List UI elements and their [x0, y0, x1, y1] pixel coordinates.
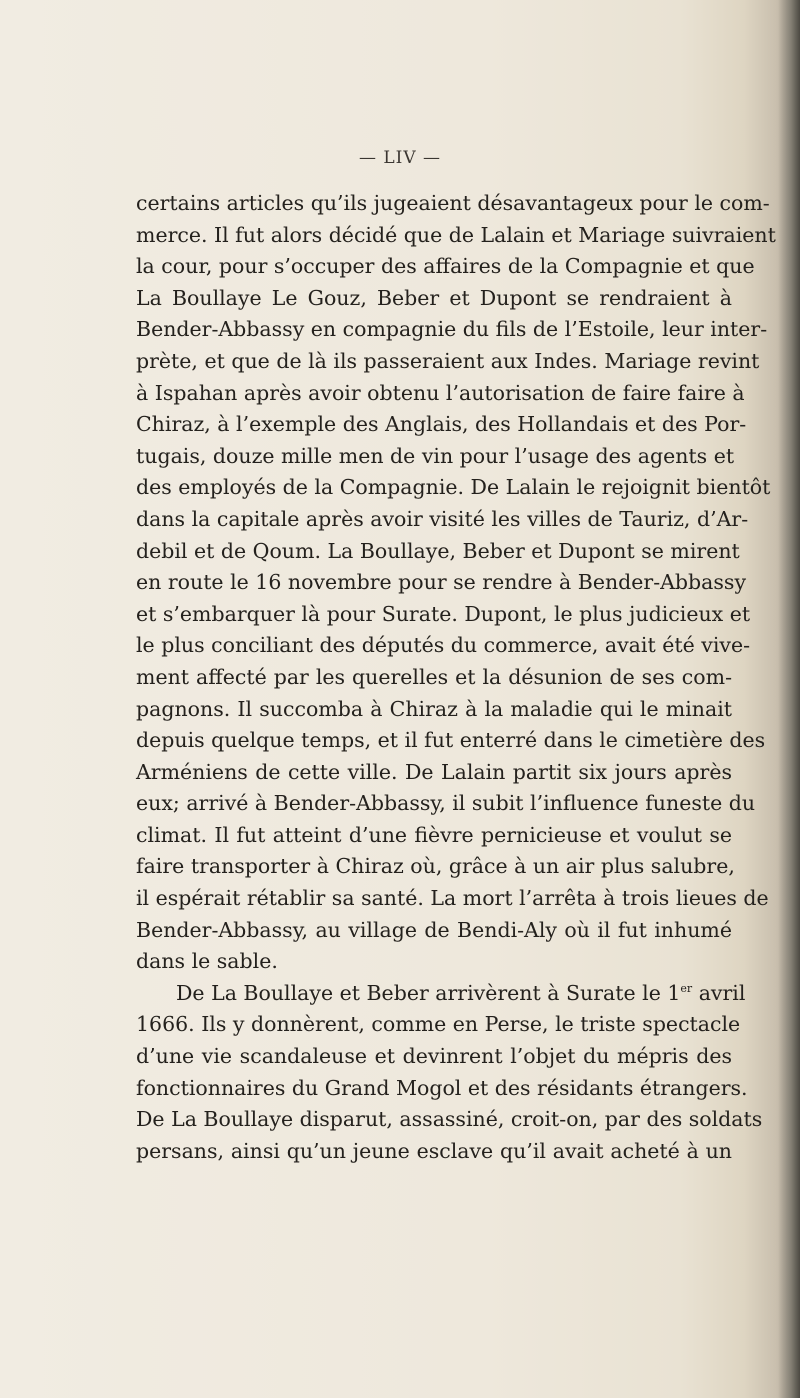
paragraph-2 — [136, 978, 763, 1168]
text-line: Bender-Abbassy, au village de Bendi-Aly où il fut inhumé — [136, 917, 732, 942]
superscript-er: er — [680, 982, 693, 996]
text-line: climat. Il fut atteint d’une fièvre pernicieuse et voulut se — [136, 822, 732, 847]
text-line: tugais, douze mille men de vin pour l’usage des agents et — [136, 443, 735, 468]
text-line: à Ispahan après avoir obtenu l’autorisation de faire faire à — [136, 380, 745, 405]
text-line — [136, 978, 746, 1010]
text-line: il espérait rétablir sa santé. La mort l’arrêta à trois lieues de — [136, 886, 769, 911]
text-line: dans la capitale après avoir visité les villes de Tauriz, d’Ar- — [136, 506, 749, 531]
body-text — [136, 188, 776, 1167]
text-line: Bender-Abbassy en compagnie du fils de l’Estoile, leur inter- — [136, 317, 768, 342]
text-line: persans, ainsi qu’un jeune esclave qu’il avait acheté à un — [136, 1138, 732, 1163]
text-line-tail: avril — [692, 980, 746, 1005]
text-line: dans le sable. — [136, 949, 278, 974]
text-line: fonctionnaires du Grand Mogol et des résidants étrangers. — [136, 1075, 748, 1100]
text-line: Arméniens de cette ville. De Lalain partit six jours après — [136, 759, 732, 784]
text-line: le plus conciliant des députés du commerce, avait été vive- — [136, 633, 751, 658]
text-line: faire transporter à Chiraz où, grâce à un air plus salubre, — [136, 854, 735, 879]
text-line: la cour, pour s’occuper des affaires de la Compagnie et que — [136, 254, 755, 279]
text-line: d’une vie scandaleuse et devinrent l’objet du mépris des — [136, 1044, 732, 1069]
text-line: De La Boullaye disparut, assassiné, croit-on, par des soldats — [136, 1107, 763, 1132]
text-line: pagnons. Il succomba à Chiraz à la maladie qui le minait — [136, 696, 732, 721]
text-line: des employés de la Compagnie. De Lalain le rejoignit bientôt — [136, 475, 771, 500]
text-line: La Boullaye Le Gouz, Beber et Dupont se rendraient à — [136, 285, 732, 310]
text-line-head: De La Boullaye et Beber arrivèrent à Surate le 1 — [176, 980, 681, 1005]
text-line: depuis quelque temps, et il fut enterré dans le cimetière des — [136, 728, 766, 753]
running-head-page-number: — LIV — — [358, 148, 442, 168]
text-line: Chiraz, à l’exemple des Anglais, des Hollandais et des Por- — [136, 412, 747, 437]
page-edge-shadow — [778, 0, 800, 1398]
text-line: merce. Il fut alors décidé que de Lalain et Mariage suivraient — [136, 222, 776, 247]
text-line: 1666. Ils y donnèrent, comme en Perse, le triste spectacle — [136, 1012, 741, 1037]
text-line: en route le 16 novembre pour se rendre à Bender-Abbassy — [136, 570, 747, 595]
text-line: prète, et que de là ils passeraient aux Indes. Mariage revint — [136, 348, 760, 373]
text-line: certains articles qu’ils jugeaient désavantageux pour le com- — [136, 191, 770, 215]
text-line: et s’embarquer là pour Surate. Dupont, le plus judicieux et — [136, 601, 751, 626]
paragraph-1 — [136, 188, 776, 978]
text-line: eux; arrivé à Bender-Abbassy, il subit l’influence funeste du — [136, 791, 756, 816]
text-line: ment affecté par les querelles et la désunion de ses com- — [136, 664, 732, 689]
text-line: debil et de Qoum. La Boullaye, Beber et Dupont se mirent — [136, 538, 740, 563]
